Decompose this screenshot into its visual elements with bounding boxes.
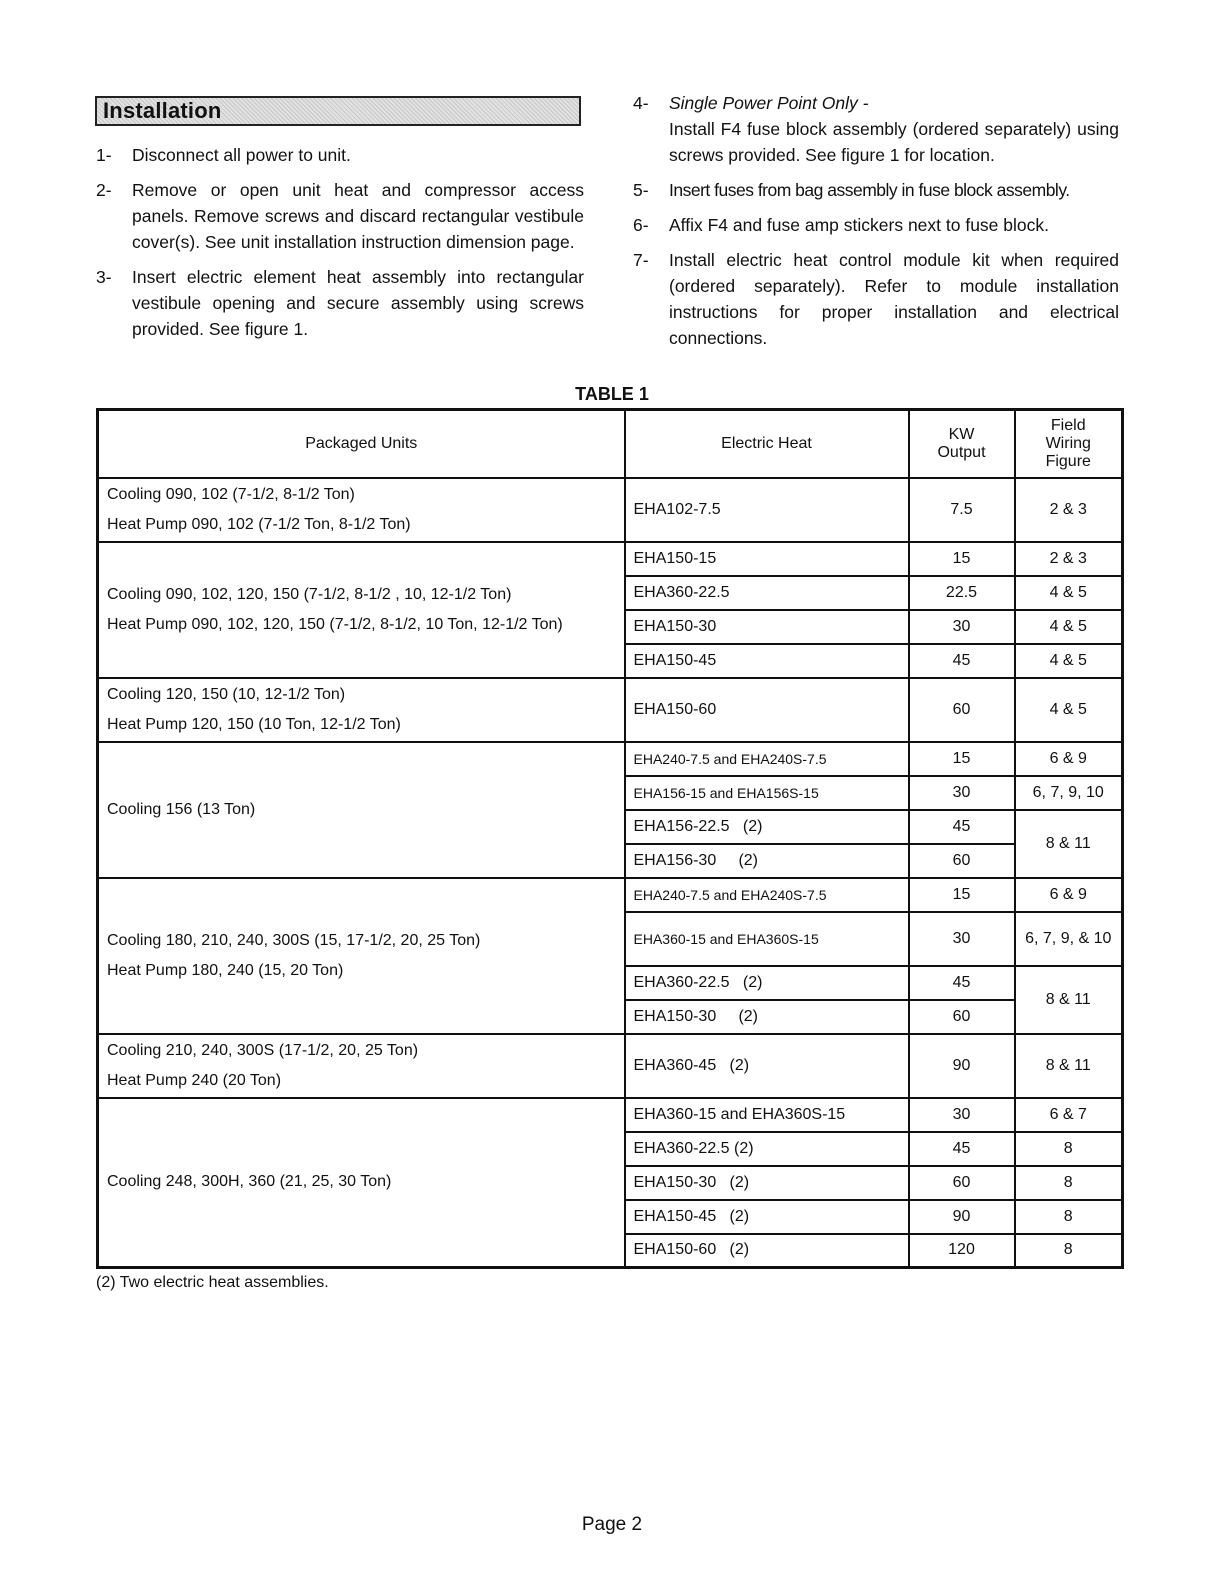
kw-cell: 60 <box>909 678 1015 742</box>
install-steps-left <box>96 142 584 351</box>
electric-heat-cell: EHA240-7.5 and EHA240S-7.5 <box>625 742 909 776</box>
electric-heat-cell: EHA360-45 (2) <box>625 1034 909 1098</box>
step-text: Remove or open unit heat and compressor access panels. Remove screws and discard rectangular vestibule cover(s). See unit installation instruction dimension page. <box>132 180 584 252</box>
figure-cell: 6, 7, 9, 10 <box>1015 776 1123 810</box>
kw-cell: 45 <box>909 644 1015 678</box>
figure-cell: 8 & 11 <box>1015 1034 1123 1098</box>
kw-cell: 15 <box>909 878 1015 912</box>
figure-cell: 8 & 11 <box>1015 966 1123 1034</box>
electric-heat-cell: EHA360-22.5 (2) <box>625 1132 909 1166</box>
install-steps-right <box>633 90 1119 360</box>
electric-heat-cell: EHA240-7.5 and EHA240S-7.5 <box>625 878 909 912</box>
figure-cell: 6 & 7 <box>1015 1098 1123 1132</box>
header-kw-output: KW Output <box>909 410 1015 478</box>
figure-cell: 8 & 11 <box>1015 810 1123 878</box>
kw-cell: 60 <box>909 1166 1015 1200</box>
header-packaged-units: Packaged Units <box>98 410 625 478</box>
step-number: 1- <box>96 145 112 165</box>
kw-cell: 7.5 <box>909 478 1015 542</box>
step-number: 5- <box>633 180 649 200</box>
kw-cell: 60 <box>909 844 1015 878</box>
figure-cell: 6 & 9 <box>1015 742 1123 776</box>
electric-heat-cell: EHA150-30 (2) <box>625 1000 909 1034</box>
step-text: Affix F4 and fuse amp stickers next to fuse block. <box>669 215 1049 235</box>
kw-cell: 45 <box>909 1132 1015 1166</box>
kw-cell: 22.5 <box>909 576 1015 610</box>
install-step <box>633 90 1119 168</box>
kw-cell: 30 <box>909 776 1015 810</box>
figure-cell: 2 & 3 <box>1015 542 1123 576</box>
packaged-unit-cell: Cooling 248, 300H, 360 (21, 25, 30 Ton) <box>98 1098 625 1268</box>
electric-heat-cell: EHA360-15 and EHA360S-15 <box>625 1098 909 1132</box>
header-electric-heat: Electric Heat <box>625 410 909 478</box>
step-lead: Single Power Point Only - <box>669 93 869 113</box>
table-row <box>98 678 1123 742</box>
kw-cell: 90 <box>909 1200 1015 1234</box>
figure-cell: 8 <box>1015 1200 1123 1234</box>
install-step <box>96 177 584 255</box>
step-text: Insert fuses from bag assembly in fuse block assembly. <box>669 180 1070 200</box>
electric-heat-cell: EHA150-45 (2) <box>625 1200 909 1234</box>
electric-heat-cell: EHA156-15 and EHA156S-15 <box>625 776 909 810</box>
table-footnote: (2) Two electric heat assemblies. <box>96 1274 329 1291</box>
figure-cell: 8 <box>1015 1132 1123 1166</box>
electric-heat-cell: EHA150-30 (2) <box>625 1166 909 1200</box>
electric-heat-cell: EHA360-22.5 <box>625 576 909 610</box>
kw-cell: 60 <box>909 1000 1015 1034</box>
kw-cell: 30 <box>909 610 1015 644</box>
electric-heat-cell: EHA102-7.5 <box>625 478 909 542</box>
packaged-unit-cell: Cooling 090, 102, 120, 150 (7-1/2, 8-1/2 , 10, 12-1/2 Ton) Heat Pump 090, 102, 120, 150 (7-1/2, 8-1/2, 10 Ton, 12-1/2 Ton) <box>98 542 625 678</box>
electric-heat-cell: EHA150-60 <box>625 678 909 742</box>
kw-cell: 30 <box>909 1098 1015 1132</box>
figure-cell: 8 <box>1015 1234 1123 1268</box>
section-title: Installation <box>95 96 581 126</box>
packaged-unit-cell: Cooling 156 (13 Ton) <box>98 742 625 878</box>
electric-heat-cell: EHA156-30 (2) <box>625 844 909 878</box>
electric-heat-cell: EHA150-60 (2) <box>625 1234 909 1268</box>
packaged-unit-cell: Cooling 120, 150 (10, 12-1/2 Ton) Heat Pump 120, 150 (10 Ton, 12-1/2 Ton) <box>98 678 625 742</box>
figure-cell: 4 & 5 <box>1015 678 1123 742</box>
install-step <box>633 247 1119 351</box>
install-step <box>96 264 584 342</box>
packaged-unit-cell: Cooling 180, 210, 240, 300S (15, 17-1/2, 20, 25 Ton) Heat Pump 180, 240 (15, 20 Ton) <box>98 878 625 1034</box>
step-number: 3- <box>96 267 112 287</box>
step-text: Install electric heat control module kit when required (ordered separately). Refer to module installation instructions for proper installation and electrical connections. <box>669 250 1119 348</box>
table-row <box>98 878 1123 912</box>
step-number: 4- <box>633 93 649 113</box>
step-number: 2- <box>96 180 112 200</box>
step-text: Disconnect all power to unit. <box>132 145 351 165</box>
packaged-unit-cell: Cooling 210, 240, 300S (17-1/2, 20, 25 Ton) Heat Pump 240 (20 Ton) <box>98 1034 625 1098</box>
kw-cell: 15 <box>909 542 1015 576</box>
table-row <box>98 1034 1123 1098</box>
figure-cell: 6, 7, 9, & 10 <box>1015 912 1123 966</box>
table-header-row <box>98 410 1123 478</box>
step-number: 6- <box>633 215 649 235</box>
table-row <box>98 478 1123 542</box>
table-row <box>98 742 1123 776</box>
electric-heat-cell: EHA150-30 <box>625 610 909 644</box>
page-number: Page 2 <box>581 1514 643 1535</box>
table-caption: TABLE 1 <box>575 384 649 404</box>
electric-heat-table <box>96 408 1124 1269</box>
electric-heat-cell: EHA156-22.5 (2) <box>625 810 909 844</box>
step-body: Install F4 fuse block assembly (ordered separately) using screws provided. See figure 1 for location. <box>669 119 1119 165</box>
kw-cell: 90 <box>909 1034 1015 1098</box>
kw-cell: 120 <box>909 1234 1015 1268</box>
header-field-wiring: Field Wiring Figure <box>1015 410 1123 478</box>
step-text: Insert electric element heat assembly into rectangular vestibule opening and secure assembly using screws provided. See figure 1. <box>132 267 584 339</box>
step-text <box>669 90 1119 168</box>
figure-cell: 2 & 3 <box>1015 478 1123 542</box>
electric-heat-cell: EHA360-15 and EHA360S-15 <box>625 912 909 966</box>
table-row <box>98 542 1123 576</box>
kw-cell: 30 <box>909 912 1015 966</box>
figure-cell: 4 & 5 <box>1015 576 1123 610</box>
figure-cell: 8 <box>1015 1166 1123 1200</box>
electric-heat-cell: EHA150-15 <box>625 542 909 576</box>
electric-heat-cell: EHA360-22.5 (2) <box>625 966 909 1000</box>
install-step <box>96 142 584 168</box>
kw-cell: 45 <box>909 810 1015 844</box>
figure-cell: 6 & 9 <box>1015 878 1123 912</box>
install-step <box>633 212 1119 238</box>
install-step <box>633 177 1119 203</box>
table-row <box>98 1098 1123 1132</box>
packaged-unit-cell: Cooling 090, 102 (7-1/2, 8-1/2 Ton) Heat Pump 090, 102 (7-1/2 Ton, 8-1/2 Ton) <box>98 478 625 542</box>
step-number: 7- <box>633 250 649 270</box>
kw-cell: 45 <box>909 966 1015 1000</box>
electric-heat-cell: EHA150-45 <box>625 644 909 678</box>
kw-cell: 15 <box>909 742 1015 776</box>
figure-cell: 4 & 5 <box>1015 610 1123 644</box>
figure-cell: 4 & 5 <box>1015 644 1123 678</box>
